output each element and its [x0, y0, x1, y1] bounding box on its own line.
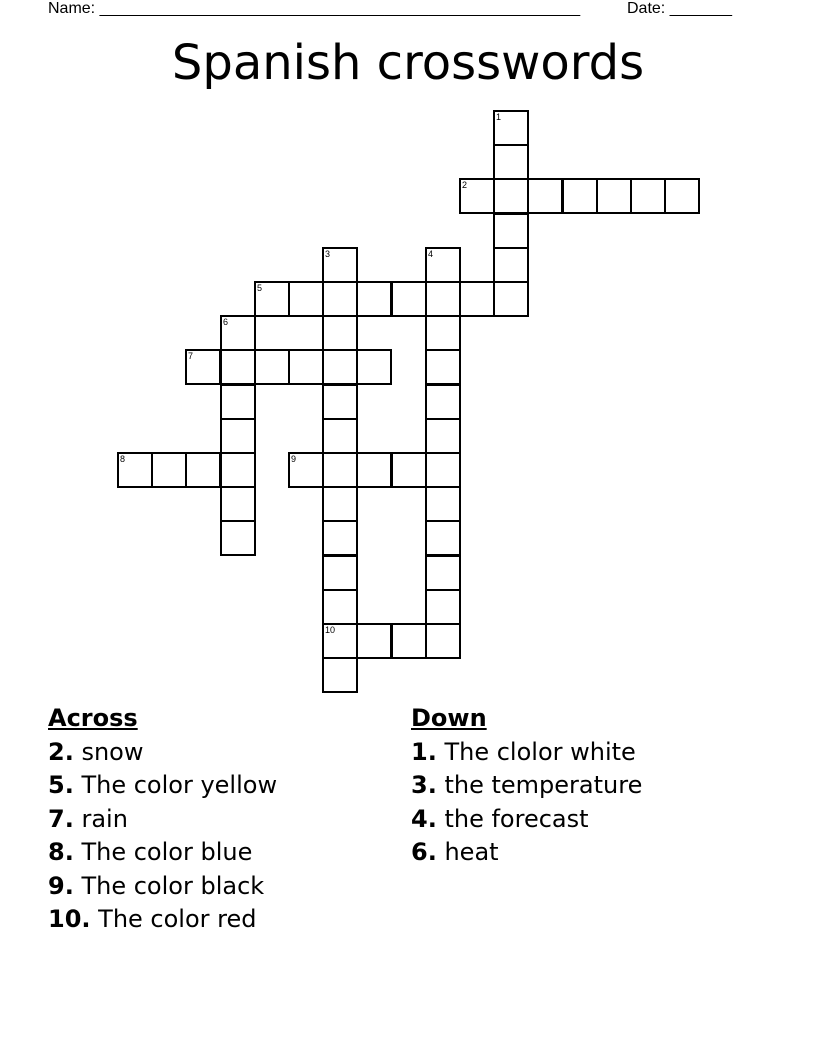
- clue-number: 2.: [48, 737, 74, 766]
- grid-cell[interactable]: [322, 589, 358, 625]
- page-title: Spanish crosswords: [171, 35, 645, 91]
- clue-text: The color red: [98, 905, 257, 933]
- clue-text: the temperature: [444, 771, 643, 799]
- grid-cell[interactable]: [322, 418, 358, 454]
- grid-cell[interactable]: [322, 555, 358, 591]
- grid-cell[interactable]: [425, 315, 461, 351]
- grid-cell[interactable]: [425, 418, 461, 454]
- grid-cell[interactable]: [425, 281, 461, 317]
- grid-cell[interactable]: [322, 623, 358, 659]
- grid-cell[interactable]: [220, 349, 256, 385]
- grid-cell[interactable]: [425, 349, 461, 385]
- clue-item: [48, 836, 277, 870]
- grid-cell[interactable]: [493, 110, 529, 146]
- grid-cell[interactable]: [630, 178, 666, 214]
- clue-text: The color yellow: [81, 771, 278, 799]
- down-clues: [411, 702, 642, 870]
- clue-number: 4.: [411, 804, 437, 833]
- grid-cell[interactable]: [254, 349, 290, 385]
- grid-cell[interactable]: [527, 178, 563, 214]
- clue-number: 1.: [411, 737, 437, 766]
- clue-text: snow: [81, 737, 144, 766]
- clue-text: The color blue: [81, 838, 253, 866]
- grid-cell[interactable]: [185, 452, 221, 488]
- across-clues: [48, 702, 277, 937]
- cell-number: 2: [462, 180, 468, 190]
- grid-cell[interactable]: [254, 281, 290, 317]
- grid-cell[interactable]: [322, 520, 358, 556]
- grid-cell[interactable]: [356, 281, 392, 317]
- grid-cell[interactable]: [664, 178, 700, 214]
- grid-cell[interactable]: [425, 520, 461, 556]
- grid-cell[interactable]: [220, 486, 256, 522]
- grid-cell[interactable]: [220, 418, 256, 454]
- clue-item: [48, 769, 277, 803]
- grid-cell[interactable]: [220, 384, 256, 420]
- clue-item: [411, 836, 642, 870]
- cell-number: 10: [325, 625, 336, 635]
- grid-cell[interactable]: [288, 452, 324, 488]
- grid-cell[interactable]: [493, 247, 529, 283]
- grid-cell[interactable]: [493, 213, 529, 249]
- grid-cell[interactable]: [322, 247, 358, 283]
- grid-cell[interactable]: [220, 520, 256, 556]
- grid-cell[interactable]: [493, 178, 529, 214]
- grid-cell[interactable]: [596, 178, 632, 214]
- clue-number: 7.: [48, 804, 74, 833]
- grid-cell[interactable]: [185, 349, 221, 385]
- clue-item: [48, 803, 277, 837]
- clue-text: The clolor white: [444, 737, 636, 766]
- across-heading: Across: [48, 704, 138, 732]
- grid-cell[interactable]: [356, 452, 392, 488]
- cell-number: 4: [428, 249, 434, 259]
- clue-text: heat: [444, 838, 499, 866]
- grid-cell[interactable]: [151, 452, 187, 488]
- grid-cell[interactable]: [322, 281, 358, 317]
- grid-cell[interactable]: [322, 452, 358, 488]
- grid-cell[interactable]: [391, 281, 427, 317]
- cell-number: 8: [120, 454, 126, 464]
- grid-cell[interactable]: [425, 623, 461, 659]
- grid-cell[interactable]: [220, 315, 256, 351]
- clue-number: 8.: [48, 838, 74, 866]
- grid-cell[interactable]: [459, 178, 495, 214]
- grid-cell[interactable]: [356, 623, 392, 659]
- grid-cell[interactable]: [425, 486, 461, 522]
- grid-cell[interactable]: [562, 178, 598, 214]
- clue-item: [411, 803, 642, 837]
- grid-cell[interactable]: [425, 384, 461, 420]
- grid-cell[interactable]: [425, 589, 461, 625]
- clue-item: [48, 870, 277, 904]
- grid-cell[interactable]: [493, 144, 529, 180]
- clue-item: [48, 736, 277, 770]
- grid-cell[interactable]: [391, 452, 427, 488]
- clue-item: [411, 736, 642, 770]
- grid-cell[interactable]: [459, 281, 495, 317]
- grid-cell[interactable]: [220, 452, 256, 488]
- grid-cell[interactable]: [425, 247, 461, 283]
- clue-number: 5.: [48, 771, 74, 799]
- grid-cell[interactable]: [288, 281, 324, 317]
- cell-number: 7: [188, 351, 194, 361]
- clue-number: 9.: [48, 871, 74, 900]
- grid-cell[interactable]: [493, 281, 529, 317]
- clue-number: 3.: [411, 771, 437, 799]
- cell-number: 9: [291, 454, 297, 464]
- grid-cell[interactable]: [425, 555, 461, 591]
- grid-cell[interactable]: [322, 349, 358, 385]
- grid-cell[interactable]: [425, 452, 461, 488]
- clue-item: [48, 903, 277, 937]
- cell-number: 6: [223, 317, 229, 327]
- cell-number: 5: [257, 283, 263, 293]
- grid-cell[interactable]: [322, 486, 358, 522]
- grid-cell[interactable]: [356, 349, 392, 385]
- grid-cell[interactable]: [391, 623, 427, 659]
- clue-number: 6.: [411, 838, 437, 866]
- grid-cell[interactable]: [322, 315, 358, 351]
- clue-text: The color black: [81, 871, 265, 900]
- name-field: Name: ______________________________________________________: [48, 0, 581, 17]
- cell-number: 3: [325, 249, 331, 259]
- clue-number: 10.: [48, 905, 91, 933]
- down-heading: Down: [411, 704, 487, 732]
- clue-text: rain: [81, 804, 128, 833]
- clue-text: the forecast: [444, 804, 589, 833]
- cell-number: 1: [496, 112, 502, 122]
- grid-cell[interactable]: [288, 349, 324, 385]
- date-field: Date: _______: [627, 0, 732, 17]
- clue-item: [411, 769, 642, 803]
- grid-cell[interactable]: [117, 452, 153, 488]
- grid-cell[interactable]: [322, 657, 358, 693]
- grid-cell[interactable]: [322, 384, 358, 420]
